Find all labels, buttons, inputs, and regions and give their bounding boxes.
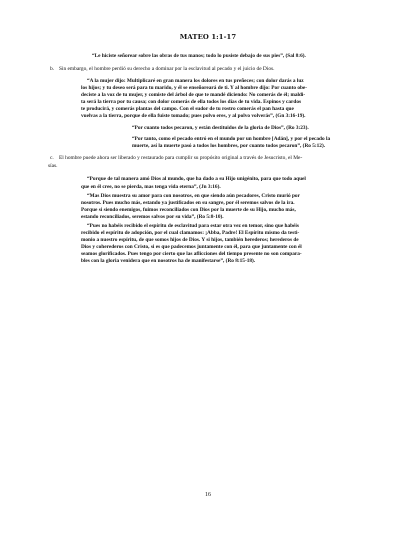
quote-line: “Porque de tal manera amó Dios al mundo, que ha dado a su Hijo unigénito, para que todo aquel (87, 176, 306, 183)
quote-line: estando reconciliados, seremos salvos por su vida”, (Ro 5:8-10). (81, 213, 224, 220)
item-text-line: El hombre puede ahora ser liberado y restaurado para cumplir su propósito original a través de Jesucristo, el Me- (59, 155, 303, 162)
quote-line: bles con la gloria venidera que en nosotros ha de manifestarse”, (Ro 8:15-18). (81, 258, 256, 265)
quote-line: monio a nuestro espíritu, de que somos hijos de Dios. Y si hijos, también herederos; herederos de (81, 237, 299, 244)
quote-jn-3-16 (81, 176, 350, 190)
quote-ro-5-12 (132, 136, 350, 150)
item-text-continuation: sías. (48, 162, 58, 169)
quote-line: nosotros. Pues mucho más, estando ya justificados en su sangre, por él seremos salvos de la ira. (81, 199, 295, 206)
page-header: MATEO 1:1-17 (179, 33, 237, 41)
quote-ro-3-23: “Por cuanto todos pecaron, y están destituidos de la gloria de Dios”, (Ro 3:23). (132, 125, 309, 132)
quote-line: que en él cree, no se pierda, mas tenga vida eterna”, (Jn 3:16). (81, 183, 221, 190)
quote-line: “Pues no habéis recibido el espíritu de esclavitud para estar otra vez en temor, sino que habéis (87, 223, 299, 229)
page-content (50, 51, 368, 266)
quote-line: seamos glorificados. Pues tengo por cierto que las aflicciones del tiempo presente no son compara- (81, 251, 302, 258)
quote-gn-3-16 (81, 78, 350, 121)
quote-line: “Por tanto, como el pecado entró en el mundo por un hombre [Adán], y por el pecado la (132, 136, 331, 143)
quote-line: recibido el espíritu de adopción, por el cual clamamos: ¡Abba, Padre! El Espíritu mismo da testi- (81, 230, 300, 237)
quote-ro-5-8 (81, 193, 350, 221)
list-item-c (50, 155, 368, 163)
page-number: 16 (205, 492, 211, 498)
quote-line: Porque si siendo enemigos, fuimos reconciliados con Dios por la muerte de su Hijo, mucho más, (81, 206, 296, 213)
item-text (59, 155, 368, 163)
quote-sal-8-6: “Le hiciste señorear sobre las obras de tus manos; todo lo pusiste debajo de sus pies”, (Sal 8:6). (92, 53, 306, 59)
item-marker: b. (50, 66, 55, 73)
quote-line: “A la mujer dijo: Multiplicaré en gran manera los dolores en tus preñeces; con dolor darás a luz (87, 77, 304, 84)
quote-line: ta será la tierra por tu causa; con dolor comerás de ella todos los días de tu vida. Espinos y cardos (81, 98, 302, 105)
item-text: Sin embargo, el hombre perdió su derecho a dominar por la esclavitud al pecado y el juicio de Dios. (59, 66, 275, 73)
quote-ro-8-15 (81, 223, 350, 266)
item-marker: c. (50, 155, 54, 162)
quote-line: muerte, así la muerte pasó a todos los hombres, por cuanto todos pecaron”, (Ro 5:12). (132, 143, 326, 150)
list-item-b (50, 66, 368, 74)
quote-line: “Mas Dios muestra su amor para con nosotros, en que siendo aún pecadores, Cristo murió por (87, 192, 300, 199)
quote-line: te producirá, y comerás plantas del campo. Con el sudor de tu rostro comerás el pan hasta que (81, 105, 294, 112)
quote-line: Dios y coherederos con Cristo, si es que padecemos juntamente con él, para que juntamente con él (81, 244, 302, 251)
quote-line: deciste a la voz de tu mujer, y comiste del árbol de que te mandé diciendo: No comerás de él; maldi- (81, 91, 306, 98)
quote-line: vuelvas a la tierra, porque de ella fuiste tomado; pues polvo eres, y al polvo volverás”, (Gn 3:16-19). (81, 113, 306, 120)
quote-line: los hijos; y tu deseo será para tu marido, y él se enseñoreará de ti. Y al hombre dijo: Por cuanto obe- (81, 84, 308, 91)
